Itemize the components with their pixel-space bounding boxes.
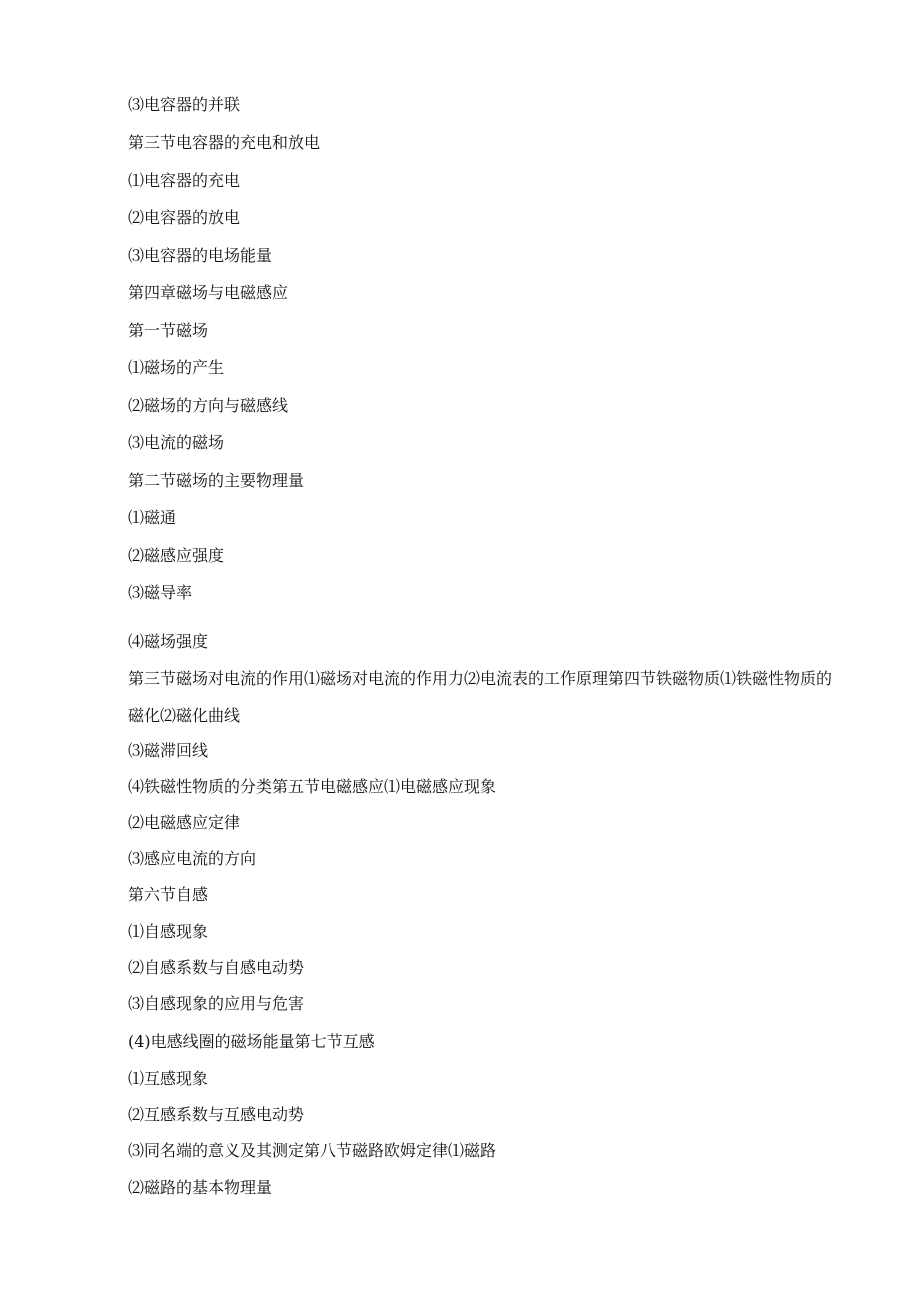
text-line: ⑶磁导率 — [128, 583, 193, 602]
text-line: ⑵互感系数与互感电动势 — [128, 1105, 305, 1124]
text-line: ⑶电流的磁场 — [128, 433, 225, 452]
section-heading: 第三节电容器的充电和放电 — [128, 133, 321, 152]
section-heading: 第六节自感 — [128, 885, 209, 904]
text-line: ⑵磁场的方向与磁感线 — [128, 396, 289, 415]
text-line: ⑷铁磁性物质的分类第五节电磁感应⑴电磁感应现象 — [128, 777, 497, 796]
text-line: ⑶感应电流的方向 — [128, 849, 257, 868]
text-line: ⑴互感现象 — [128, 1069, 209, 1088]
text-line: ⑵磁路的基本物理量 — [128, 1178, 273, 1197]
text-line: ⑵磁感应强度 — [128, 546, 225, 565]
text-line: ⑶电容器的电场能量 — [128, 246, 273, 265]
text-line: ⑴磁通 — [128, 508, 177, 527]
text-line: ⑵电磁感应定律 — [128, 813, 241, 832]
section-heading: 第二节磁场的主要物理量 — [128, 471, 305, 490]
text-line: ⑶磁滞回线 — [128, 741, 209, 760]
text-line: ⑴磁场的产生 — [128, 358, 225, 377]
section-heading: 第一节磁场 — [128, 321, 209, 340]
text-line: ⑴电容器的充电 — [128, 171, 241, 190]
text-line: ⑵自感系数与自感电动势 — [128, 958, 305, 977]
text-line: ⑶自感现象的应用与危害 — [128, 994, 305, 1013]
text-line: ⑶电容器的并联 — [128, 95, 241, 114]
text-line: ⑵电容器的放电 — [128, 208, 241, 227]
text-line: ⑷磁场强度 — [128, 632, 209, 651]
text-line: (4)电感线圈的磁场能量第七节互感 — [128, 1032, 375, 1051]
text-line: ⑶同名端的意义及其测定第八节磁路欧姆定律⑴磁路 — [128, 1141, 497, 1160]
chapter-heading: 第四章磁场与电磁感应 — [128, 283, 289, 302]
text-paragraph: 第三节磁场对电流的作用⑴磁场对电流的作用力⑵电流表的工作原理第四节铁磁物质⑴铁磁性物质的磁化⑵磁化曲线 — [128, 669, 833, 725]
text-line: ⑴自感现象 — [128, 922, 209, 941]
